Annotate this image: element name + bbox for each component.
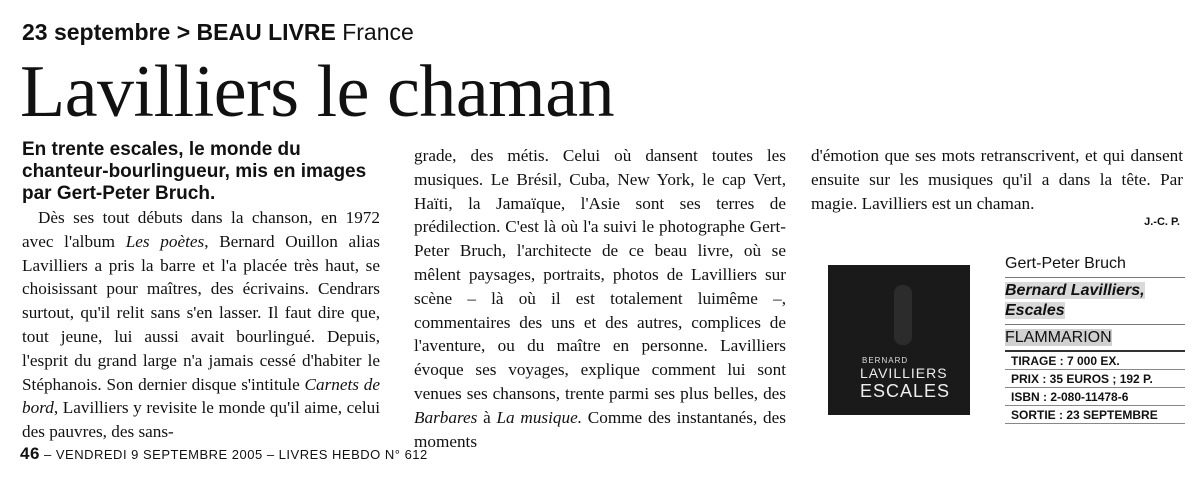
book-tirage: TIRAGE : 7 000 EX. (1005, 352, 1185, 370)
col1-italic-2: Carnets de bord (22, 374, 380, 418)
book-title-line-1: Bernard Lavilliers, (1005, 282, 1145, 299)
book-cover-image (828, 265, 970, 415)
col2-italic-1: Barbares (414, 407, 478, 427)
cover-author-first-name: BERNARD (862, 356, 909, 365)
cover-figure-silhouette (894, 285, 912, 345)
col2-text-3: Comme des instantanés, des moments (414, 407, 786, 451)
col1-text-1: Dès ses tout débuts dans la chanson, en 1972 avec l'album (22, 208, 380, 251)
cover-author-last-name: LAVILLIERS (860, 365, 948, 381)
kicker-date: 23 septembre (22, 19, 171, 45)
book-info-box (1005, 254, 1185, 424)
book-isbn: ISBN : 2-080-11478-6 (1005, 388, 1185, 406)
book-publisher (1005, 325, 1185, 352)
book-title (1005, 278, 1185, 325)
page-number: 46 (20, 444, 40, 463)
section-kicker (22, 18, 414, 46)
cover-title: ESCALES (860, 381, 951, 401)
column-3-paragraph: d'émotion que ses mots retranscrivent, et qui dansent ensuite sur les musiques qu'il a dans la tête. Par magie. Lavilliers est un chaman. (811, 146, 1183, 213)
column-2-paragraph (414, 144, 786, 453)
col2-italic-2: La musique. (496, 407, 582, 427)
kicker-region: France (342, 19, 414, 45)
book-publisher-name: FLAMMARION (1005, 329, 1112, 346)
book-author: Gert-Peter Bruch (1005, 254, 1185, 278)
kicker-separator: > (176, 19, 191, 45)
lede: En trente escales, le monde du chanteur-bourlingueur, mis en images par Gert-Peter Bruch. (22, 139, 367, 204)
page-footer (20, 444, 428, 464)
col2-text-2: à (477, 407, 497, 427)
book-release: SORTIE : 23 SEPTEMBRE (1005, 406, 1185, 424)
col1-italic-1: Les poètes (125, 231, 205, 251)
col1-text-3: , Lavilliers y revisite le monde qu'il aime, celui des pauvres, des sans- (22, 398, 380, 442)
headline: Lavilliers le chaman (20, 51, 615, 133)
column-1-paragraph (22, 206, 380, 444)
col1-text-2: , Bernard Ouillon alias Lavilliers a pris la barre et l'a placée très haut, se choisissant pour maîtres, des écrivains. Cendrars surtout, qu'il relit sans s'en lasser. Il faut dire que, tout jeune, lui aussi avait bourlingué. Depuis, l'esprit du grand large n'a jamais cessé d'habiter le Stéphanois. Son dernier disque s'intitule (22, 231, 380, 394)
byline: J.-C. P. (1144, 216, 1180, 228)
col2-text-1: grade, des métis. Celui où dansent toutes les musiques. Le Brésil, Cuba, New York, le cap Vert, Haïti, la Jamaïque, l'Asie sont ses terres de prédilection. C'est là où l'a suivi le photographe Gert-Peter Bruch, l'architecte de ce beau livre, où se mêlent paysages, portraits, photos de Lavilliers sur scène – là où il est totalement luimême –, commentaires des uns et des autres, complices de l'aventure, ou du maître en personne. Lavilliers évoque ses voyages, explique comment lui sont venues ses chansons, trente parmi ses plus belles, des (414, 146, 786, 403)
article-column-1 (22, 206, 380, 444)
book-price: PRIX : 35 EUROS ; 192 P. (1005, 370, 1185, 388)
book-title-line-2: Escales (1005, 302, 1065, 319)
article-column-2 (414, 144, 786, 453)
kicker-section: BEAU LIVRE (196, 19, 336, 45)
footer-text: – VENDREDI 9 SEPTEMBRE 2005 – LIVRES HEBDO N° 612 (39, 447, 428, 462)
article-column-3 (811, 144, 1183, 215)
